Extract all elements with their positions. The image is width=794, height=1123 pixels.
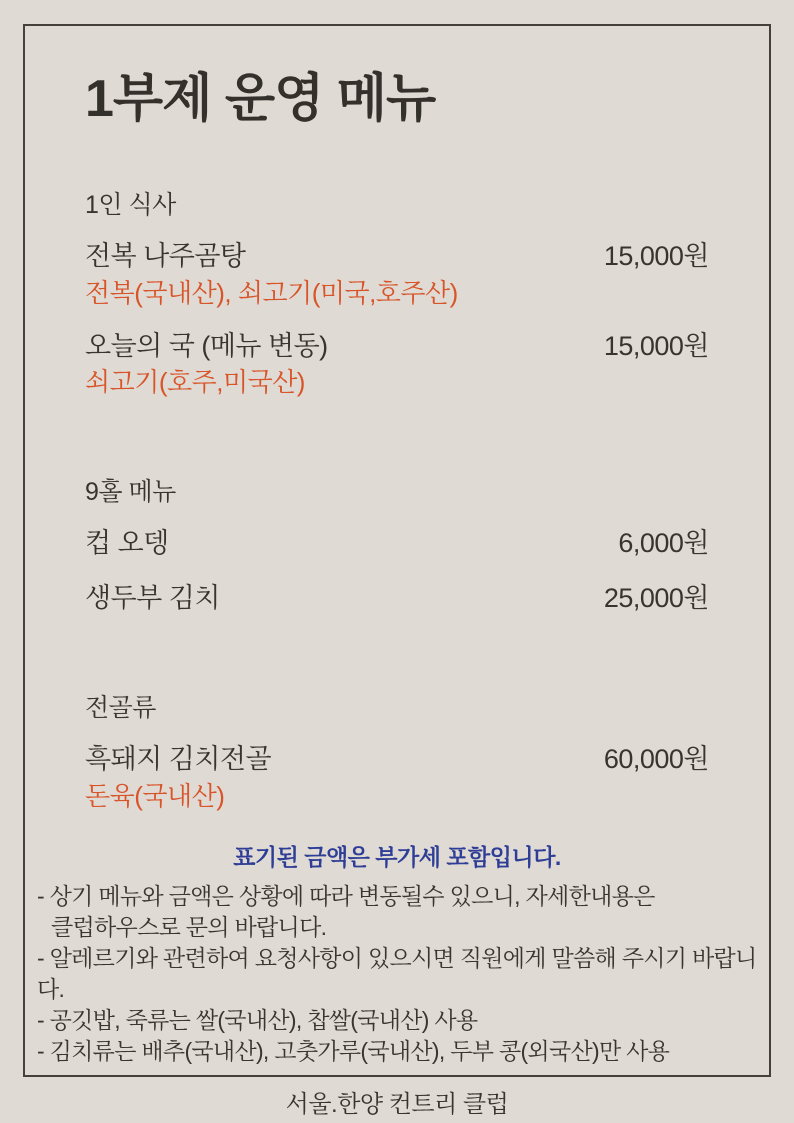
menu-item-origin: 돈육(국내산)	[85, 780, 225, 811]
menu-item-name: 오늘의 국 (메뉴 변동)	[85, 331, 328, 362]
menu-item	[85, 331, 709, 397]
menu-item-price: 15,000원	[603, 241, 709, 272]
note-line: - 상기 메뉴와 금액은 상황에 따라 변동될수 있으니, 자세한내용은	[37, 883, 655, 909]
menu-item-price: 6,000원	[618, 528, 709, 559]
menu-item-name: 전복 나주곰탕	[85, 241, 246, 272]
vat-notice: 표기된 금액은 부가세 포함입니다.	[233, 844, 561, 870]
menu-item-origin: 쇠고기(호주,미국산)	[85, 367, 305, 398]
menu-section	[85, 479, 709, 613]
menu-section	[85, 695, 709, 810]
note-line: - 알레르기와 관련하여 요청사항이 있으시면 직원에게 말씀해 주시기 바랍니다.	[37, 945, 757, 1002]
page-title: 1부제 운영 메뉴	[85, 70, 436, 128]
section-header: 9홀 메뉴	[85, 477, 176, 506]
note-lines	[37, 881, 757, 1067]
menu-item-price: 25,000원	[603, 582, 709, 613]
menu-item-price: 15,000원	[603, 331, 709, 362]
note-line: - 김치류는 배추(국내산), 고춧가루(국내산), 두부 콩(외국산)만 사용	[37, 1038, 670, 1064]
menu-item-row	[85, 583, 709, 613]
menu-item	[85, 744, 709, 810]
menu-item-row	[85, 241, 709, 271]
menu-item	[85, 241, 709, 307]
note-line: - 공깃밥, 죽류는 쌀(국내산), 찹쌀(국내산) 사용	[37, 1007, 478, 1033]
page-footer: 서울.한양 컨트리 클럽	[285, 1091, 509, 1118]
menu-item-name: 생두부 김치	[85, 582, 220, 613]
menu-item-name: 흑돼지 김치전골	[85, 744, 272, 775]
menu-item-name: 컵 오뎅	[85, 528, 169, 559]
menu-section	[85, 192, 709, 397]
section-header: 1인 식사	[85, 190, 176, 219]
menu-item-row	[85, 528, 709, 558]
section-header: 전골류	[85, 693, 156, 722]
notes-block	[37, 839, 757, 1067]
menu-frame	[23, 24, 771, 1077]
note-line: 클럽하우스로 문의 바랍니다.	[51, 914, 327, 940]
menu-item-origin: 전복(국내산), 쇠고기(미국,호주산)	[85, 277, 458, 308]
menu-item-row	[85, 331, 709, 361]
menu-item-row	[85, 744, 709, 774]
menu-item-price: 60,000원	[603, 744, 709, 775]
menu-item	[85, 583, 709, 613]
menu-item	[85, 528, 709, 558]
menu-sections	[85, 192, 709, 810]
